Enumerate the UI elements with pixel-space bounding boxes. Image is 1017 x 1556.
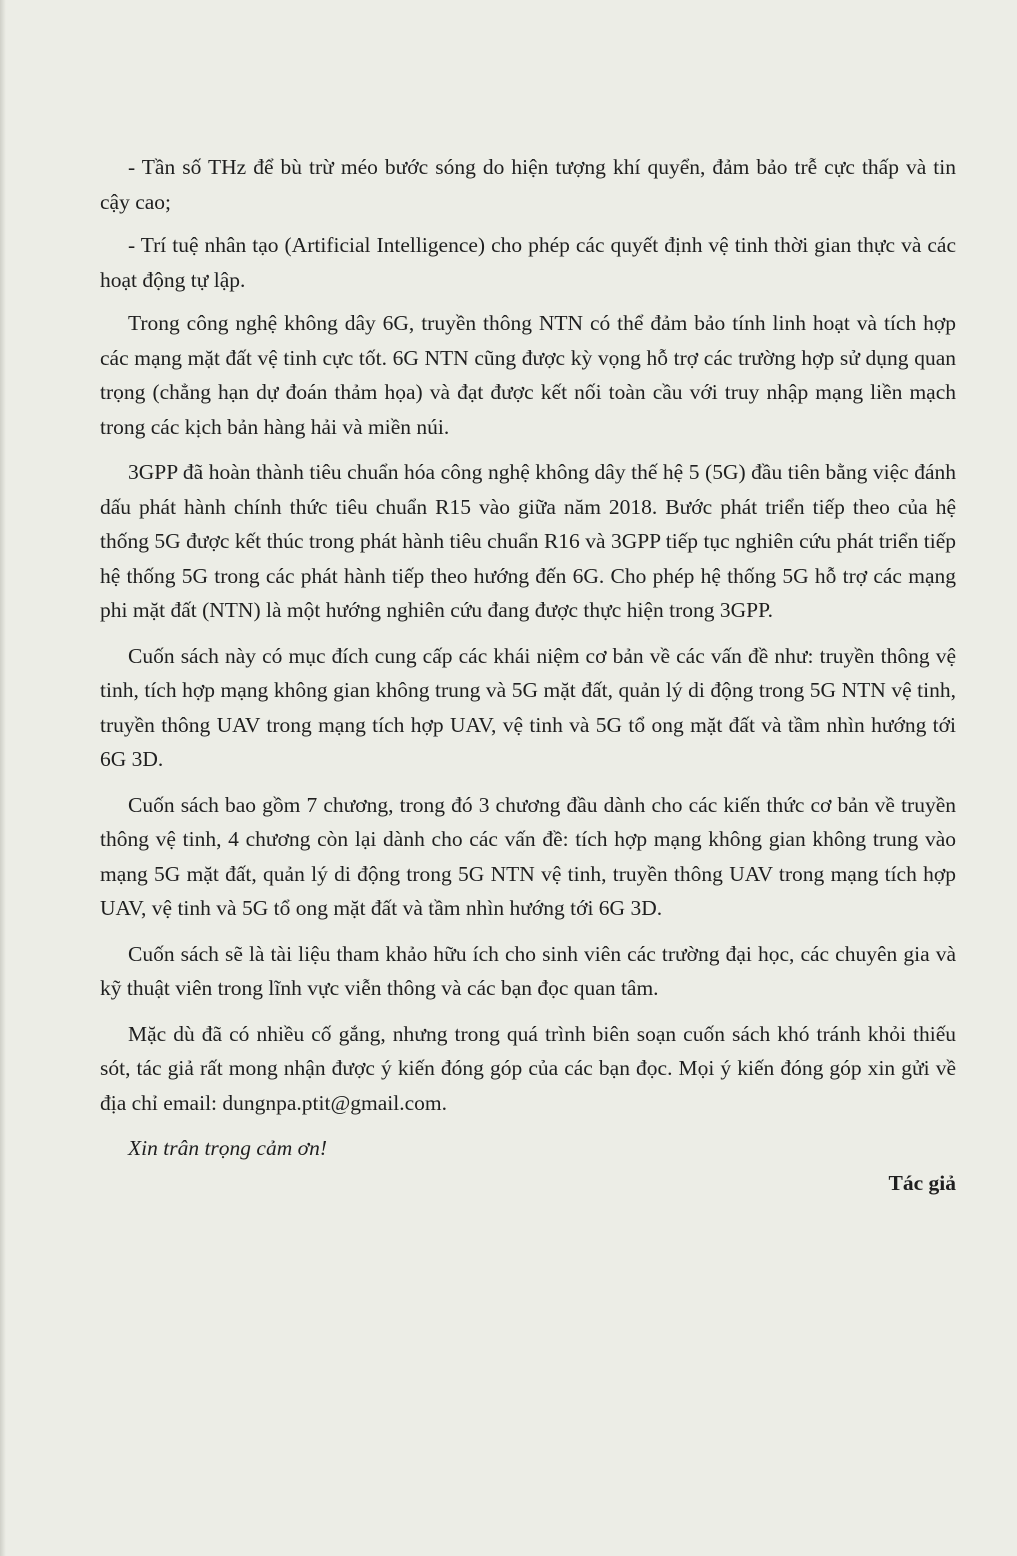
author-signature: Tác giả <box>888 1170 956 1195</box>
feedback-paragraph: Mặc dù đã có nhiều cố gắng, nhưng trong quá trình biên soạn cuốn sách khó tránh khỏi thiếu sót, tác giả rất mong nhận được ý kiến đóng góp của các bạn đọc. Mọi ý kiến đóng góp xin gửi về địa chỉ email: dungnpa.ptit@gmail.com. <box>100 1021 956 1115</box>
chapters-paragraph: Cuốn sách bao gồm 7 chương, trong đó 3 chương đầu dành cho các kiến thức cơ bản về truyền thông vệ tinh, 4 chương còn lại dành cho các vấn đề: tích hợp mạng không gian không trung vào mạng 5G mặt đất, quản lý di động trong 5G NTN vệ tinh, truyền thông UAV trong mạng tích hợp UAV, vệ tinh và 5G tổ ong mặt đất và tầm nhìn hướng tới 6G 3D. <box>100 792 956 920</box>
ntn-6g-paragraph: Trong công nghệ không dây 6G, truyền thông NTN có thể đảm bảo tính linh hoạt và tích hợp các mạng mặt đất vệ tinh cực tốt. 6G NTN cũng được kỳ vọng hỗ trợ các trường hợp sử dụng quan trọng (chẳng hạn dự đoán thảm họa) và đạt được kết nối toàn cầu với truy nhập mạng liền mạch trong các kịch bản hàng hải và miền núi. <box>100 311 956 439</box>
audience-paragraph: Cuốn sách sẽ là tài liệu tham khảo hữu ích cho sinh viên các trường đại học, các chuyên gia và kỹ thuật viên trong lĩnh vực viễn thông và các bạn đọc quan tâm. <box>100 941 956 1000</box>
closing-thanks: Xin trân trọng cảm ơn! <box>128 1136 327 1160</box>
bullet-thz-paragraph: - Tần số THz để bù trừ méo bước sóng do hiện tượng khí quyển, đảm bảo trễ cực thấp và tin cậy cao; <box>100 155 956 214</box>
purpose-paragraph: Cuốn sách này có mục đích cung cấp các khái niệm cơ bản về các vấn đề như: truyền thông vệ tinh, tích hợp mạng không gian không trung và 5G mặt đất, quản lý di động trong 5G NTN vệ tinh, truyền thông UAV trong mạng tích hợp UAV, vệ tinh và 5G tổ ong mặt đất và tầm nhìn hướng tới 6G 3D. <box>100 643 956 771</box>
page-edge-shadow <box>0 0 6 1556</box>
bullet-ai-paragraph: - Trí tuệ nhân tạo (Artificial Intelligence) cho phép các quyết định vệ tinh thời gian thực và các hoạt động tự lập. <box>100 233 956 292</box>
preface-text <box>100 150 956 1200</box>
3gpp-paragraph: 3GPP đã hoàn thành tiêu chuẩn hóa công nghệ không dây thế hệ 5 (5G) đầu tiên bằng việc đánh dấu phát hành chính thức tiêu chuẩn R15 vào giữa năm 2018. Bước phát triển tiếp theo của hệ thống 5G được kết thúc trong phát hành tiêu chuẩn R16 và 3GPP tiếp tục nghiên cứu phát triển tiếp hệ thống 5G trong các phát hành tiếp theo hướng đến 6G. Cho phép hệ thống 5G hỗ trợ các mạng phi mặt đất (NTN) là một hướng nghiên cứu đang được thực hiện trong 3GPP. <box>100 460 956 622</box>
